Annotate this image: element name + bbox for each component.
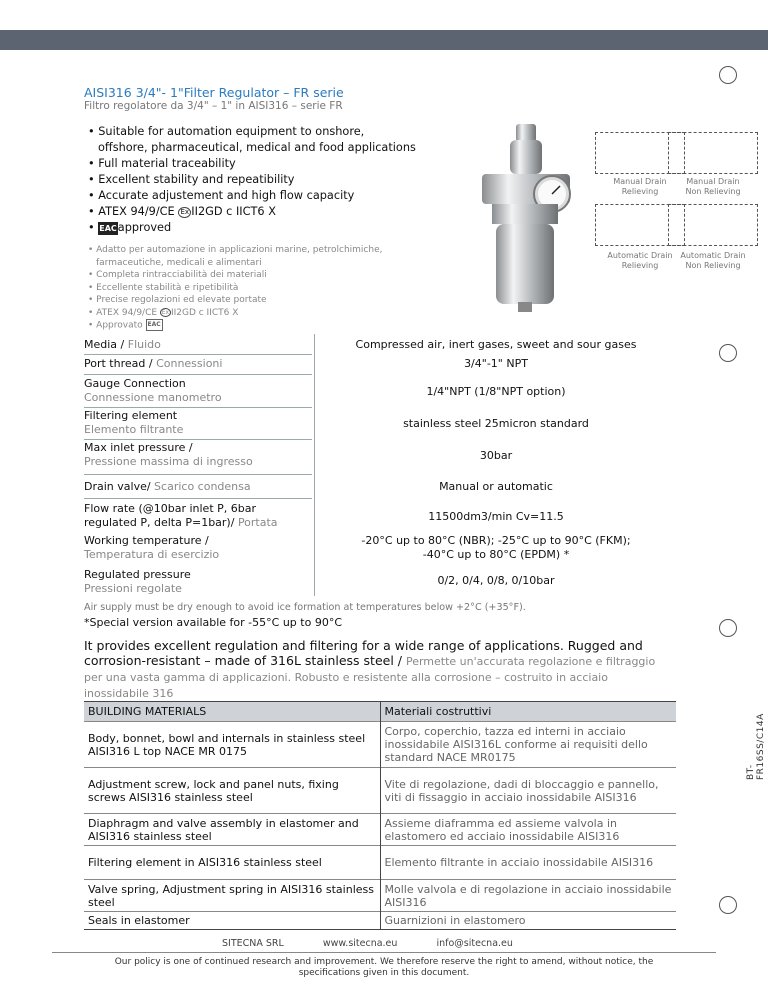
feature-item-it: • Precise regolazioni ed elevate portate: [88, 295, 267, 305]
feature-item: • ATEX 94/9/CE Ex II2GD c IICT6 X: [88, 205, 276, 218]
feature-item: • Excellent stability and repeatibility: [88, 173, 295, 186]
page-subtitle: Filtro regolatore da 3/4" – 1" in AISI316 – serie FR: [84, 100, 343, 112]
materials-table: [84, 701, 676, 930]
feature-item-it: • ATEX 94/9/CE Ex II2GD c IICT6 X: [88, 307, 239, 318]
company-name: SITECNA SRL: [222, 938, 284, 949]
eac-mark-icon: EAC: [146, 319, 163, 331]
document-code: BT-FR16SS/C14A: [746, 713, 766, 780]
feature-item: • Accurate adjustement and high flow capacity: [88, 189, 355, 202]
table-row: Diaphragm and valve assembly in elastomer and AISI316 stainless steel Assieme diaframma ed assieme valvola in elastomero ed acciaio inossidabile AISI316: [84, 814, 676, 846]
table-row: Filtering element in AISI316 stainless steel Elemento filtrante in acciaio inossidabile AISI316: [84, 846, 676, 880]
symbol-label: Manual Drain Relieving: [613, 177, 667, 196]
spec-rowline: [84, 407, 312, 408]
header-bar: [0, 30, 768, 50]
email-link[interactable]: info@sitecna.eu: [436, 938, 513, 949]
symbol-automatic-non-relieving: [668, 204, 758, 246]
footer-contacts: [222, 938, 549, 949]
eac-mark-icon: EAC: [99, 223, 117, 233]
feature-item-it: • Adatto per automazione in applicazioni marine, petrolchimiche,: [88, 245, 383, 255]
feature-item: • Suitable for automation equipment to onshore,: [88, 125, 365, 138]
special-version-note: *Special version available for -55°C up to 90°C: [84, 616, 342, 629]
table-row: Body, bonnet, bowl and internals in stainless steel AISI316 L top NACE MR 0175 Corpo, coperchio, tazza ed interni in acciaio inossidabile AISI316L conforme ai requisiti dello standard NACE MR0175: [84, 722, 676, 768]
materials-header: BUILDING MATERIALS Materiali costruttivi: [84, 702, 676, 722]
table-row: Seals in elastomer Guarnizioni in elastomero: [84, 912, 676, 930]
feature-list-en: [88, 124, 468, 236]
binder-hole: [719, 896, 737, 914]
feature-item: offshore, pharmaceutical, medical and food applications: [98, 141, 416, 154]
binder-hole: [719, 66, 737, 84]
binder-hole: [719, 344, 737, 362]
symbol-label: Automatic Drain Relieving: [607, 251, 673, 270]
filter-regulator-image: [474, 118, 584, 314]
feature-item-it: • Eccellente stabilità e ripetibilità: [88, 282, 239, 293]
symbol-label: Manual Drain Non Relieving: [685, 177, 741, 196]
description-paragraph: It provides excellent regulation and filtering for a wide range of applications. Rugged and corrosion-resistant – made of 316L stainless steel / Permette un'accurata regolazione e filtraggio per una vasta gamma di applicazioni. Robusto e resistente alla corrosione – costruito in acciaio inossidabile 316: [84, 638, 656, 700]
symbol-manual-non-relieving: [668, 132, 758, 174]
ex-mark-icon: Ex: [161, 308, 170, 316]
symbol-label: Automatic Drain Non Relieving: [680, 251, 746, 270]
page-title: AISI316 3/4"- 1"Filter Regulator – FR serie: [84, 85, 344, 100]
air-supply-note: Air supply must be dry enough to avoid ice formation at temperatures below +2°C (+35°F).: [84, 602, 526, 613]
ex-mark-icon: Ex: [178, 207, 191, 218]
spec-divider: [314, 334, 315, 596]
feature-list-it: [88, 244, 428, 332]
table-row: Adjustment screw, lock and panel nuts, fixing screws AISI316 stainless steel Vite di regolazione, dadi di bloccaggio e pannello, viti di fissaggio in acciaio inossidabile AISI316: [84, 768, 676, 814]
website-link[interactable]: www.sitecna.eu: [322, 938, 398, 949]
feature-item: • EACapproved: [88, 221, 172, 234]
feature-item-it: farmaceutiche, medicali e alimentari: [96, 257, 262, 268]
footer-divider: [52, 952, 716, 953]
binder-hole: [719, 619, 737, 637]
spec-rowline: [84, 354, 312, 355]
spec-rowline: [84, 498, 312, 499]
table-row: Valve spring, Adjustment spring in AISI316 stainless steel Molle valvola e di regolazione in acciaio inossidabile AISI316: [84, 880, 676, 912]
feature-item-it: • Approvato EAC: [88, 320, 161, 331]
spec-rowline: [84, 374, 312, 375]
feature-item-it: • Completa rintracciabilità dei materiali: [88, 270, 267, 280]
spec-rowline: [84, 474, 312, 475]
policy-note: Our policy is one of continued research and improvement. We therefore reserve the right to amend, without notice, the specifications given in this document.: [114, 957, 654, 978]
spec-rowline: [84, 439, 312, 440]
feature-item: • Full material traceability: [88, 157, 236, 170]
